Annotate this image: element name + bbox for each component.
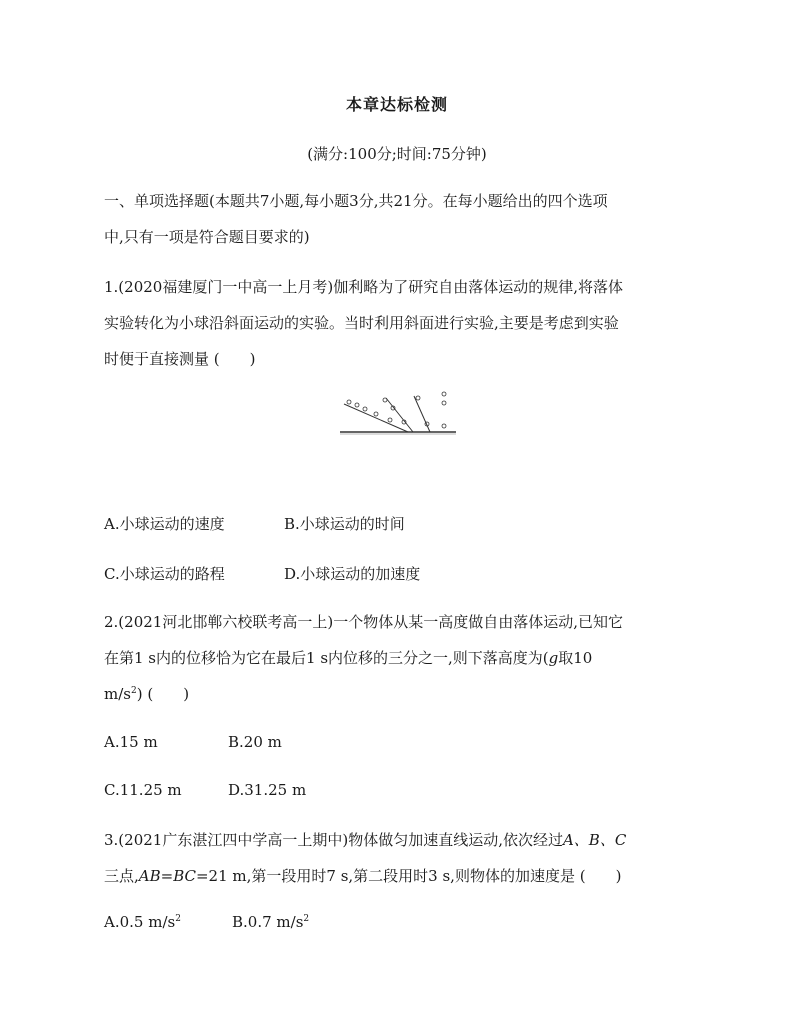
- question-1-options-row1: [104, 513, 405, 534]
- ball: [416, 396, 420, 400]
- question-2-line2-end: 取10: [558, 649, 593, 667]
- exam-info: (满分:100分;时间:75分钟): [307, 145, 487, 163]
- ball: [442, 424, 446, 428]
- question-2-options-row1: [104, 733, 282, 751]
- question-2: [104, 604, 694, 712]
- point-labels: A、B、C: [562, 831, 627, 849]
- option-a-text: A.0.5 m/s: [104, 913, 176, 931]
- ball: [347, 400, 351, 404]
- question-3: [104, 822, 694, 894]
- question-1-line1: 1.(2020福建厦门一中高一上月考)伽利略为了研究自由落体运动的规律,将落体: [104, 278, 623, 296]
- option-a: [104, 913, 232, 931]
- question-2-options-row2: [104, 781, 306, 799]
- question-2-line3: [104, 676, 694, 712]
- ball: [363, 407, 367, 411]
- question-3-options-row1: [104, 913, 309, 931]
- section-heading-line1: 一、单项选择题(本题共7小题,每小题3分,共21分。在每小题给出的四个选项: [104, 192, 608, 210]
- section-heading-line2: 中,只有一项是符合题目要求的): [104, 228, 310, 246]
- question-2-line2-text: 在第1 s内的位移恰为它在最后1 s内位移的三分之一,则下落高度为(: [104, 649, 549, 667]
- ball: [442, 392, 446, 396]
- question-3-line2-end: =21 m,第一段用时7 s,第二段用时3 s,则物体的加速度是 ( ): [195, 867, 622, 885]
- question-1-line3: 时便于直接测量 ( ): [104, 350, 256, 368]
- gravity-symbol: g: [548, 649, 559, 667]
- option-b-exponent: 2: [303, 914, 310, 924]
- inclined-plane-figure: [338, 388, 458, 440]
- unit-text: m/s: [104, 685, 131, 703]
- option-c: C.小球运动的路程: [104, 565, 225, 583]
- question-3-line2: [104, 858, 694, 894]
- question-1-line2: 实验转化为小球沿斜面运动的实验。当时利用斜面进行实验,主要是考虑到实验: [104, 314, 619, 332]
- question-2-line1: 2.(2021河北邯郸六校联考高一上)一个物体从某一高度做自由落体运动,已知它: [104, 613, 623, 631]
- option-a-exponent: 2: [175, 914, 181, 924]
- question-1: [104, 269, 694, 377]
- question-3-line1: [104, 822, 694, 858]
- section-heading: [104, 183, 694, 255]
- segment-labels: AB=BC: [138, 867, 196, 885]
- option-c: C.11.25 m: [104, 781, 182, 799]
- question-2-line2: [104, 640, 694, 676]
- option-b: B.小球运动的时间: [284, 515, 405, 533]
- question-3-line1-text: 3.(2021广东湛江四中学高一上期中)物体做匀加速直线运动,依次经过: [104, 831, 563, 849]
- option-a: A.15 m: [104, 733, 158, 751]
- ball: [442, 401, 446, 405]
- question-2-line3-end: ) ( ): [136, 685, 190, 703]
- ball: [355, 403, 359, 407]
- ball: [388, 418, 392, 422]
- option-a: A.小球运动的速度: [104, 515, 225, 533]
- incline-2: [386, 398, 413, 432]
- unit-exponent: 2: [130, 686, 137, 696]
- incline-3: [414, 396, 430, 432]
- option-b: [232, 913, 309, 931]
- option-b-text: B.0.7 m/s: [232, 913, 304, 931]
- option-d: D.小球运动的加速度: [284, 565, 421, 583]
- ball: [374, 412, 378, 416]
- ball: [383, 398, 387, 402]
- incline-1: [344, 404, 408, 432]
- question-1-options-row2: [104, 563, 420, 584]
- option-d: D.31.25 m: [228, 781, 307, 799]
- option-b: B.20 m: [228, 733, 282, 751]
- page-title: 本章达标检测: [345, 95, 448, 114]
- question-3-line2-start: 三点,: [104, 867, 139, 885]
